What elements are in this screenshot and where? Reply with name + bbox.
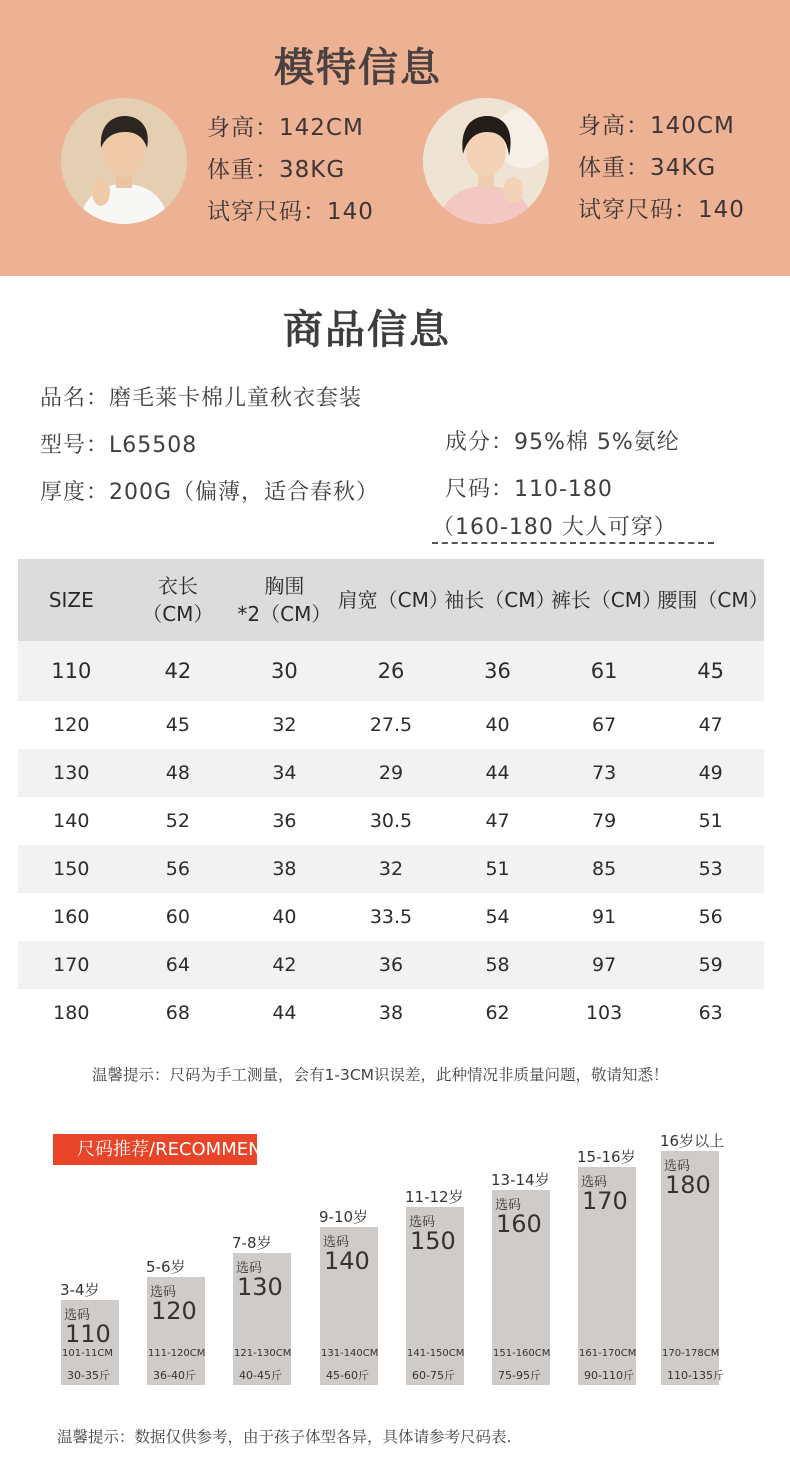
size-table-cell: 42 (164, 659, 192, 683)
girl-model-details (578, 105, 745, 231)
size-table-cell: 38 (272, 858, 297, 880)
size-table-cell: 36 (484, 659, 511, 683)
size-table-cell: 29 (378, 762, 404, 784)
size-table-cell: 36 (378, 954, 404, 976)
size-table-cell: 40 (272, 906, 297, 928)
product-thickness: 厚度：200G（偏薄，适合春秋） (40, 480, 380, 505)
header-line: *2（CM） (237, 602, 332, 626)
product-model-number: 型号：L65508 (40, 433, 198, 458)
size-table-row (18, 749, 764, 797)
size-table-cell: 38 (378, 1002, 404, 1024)
recommend-bar-size: 170 (582, 1187, 628, 1215)
size-table-header (18, 559, 769, 641)
size-table-cell: 58 (485, 954, 510, 976)
recommend-bar-select-label: 选码 (64, 1308, 91, 1323)
size-table-cell: 63 (698, 1002, 723, 1024)
girl-model-photo-icon (423, 98, 549, 224)
size-table-cell: 32 (378, 858, 404, 880)
size-table-header-cell (18, 586, 125, 614)
header-line: 腰围（CM） (657, 588, 769, 612)
size-table-cell: 47 (698, 714, 723, 736)
product-info-title: 商品信息 (283, 307, 451, 353)
recommend-bar-weight-range: 90-110斤 (584, 1369, 634, 1382)
size-table-header-cell (337, 586, 449, 614)
recommend-bar-select-label: 选码 (664, 1159, 691, 1174)
recommend-bar-weight-range: 36-40斤 (153, 1369, 196, 1382)
girl-height: 身高：140CM (578, 113, 735, 139)
recommend-bar-age: 13-14岁 (491, 1171, 550, 1189)
recommend-bar-select-label: 选码 (236, 1261, 263, 1276)
size-table-row (18, 941, 764, 989)
size-table-cell: 91 (592, 906, 617, 928)
size-table-cell: 67 (592, 714, 617, 736)
size-table-cell: 60 (165, 906, 190, 928)
recommend-bar-weight-range: 40-45斤 (239, 1369, 282, 1382)
size-table-row (18, 893, 764, 941)
size-table-row (18, 641, 764, 701)
recommend-bar-weight-range: 45-60斤 (326, 1369, 369, 1382)
size-table-cell: 56 (165, 858, 190, 880)
recommend-bar-age: 9-10岁 (319, 1208, 369, 1226)
recommend-bar-height-range: 151-160CM (493, 1348, 551, 1359)
boy-model-photo-icon (61, 98, 187, 224)
recommend-bar-height-range: 170-178CM (662, 1348, 720, 1359)
recommend-bar-size: 150 (410, 1227, 456, 1255)
size-table-cell: 36 (272, 810, 297, 832)
size-table-cell: 150 (53, 858, 90, 880)
size-table-cell: 51 (485, 858, 510, 880)
size-table-cell: 47 (485, 810, 510, 832)
recommend-bar-height-range: 101-11CM (62, 1348, 114, 1359)
size-table-cell: 85 (592, 858, 617, 880)
size-table-cell: 45 (697, 659, 725, 683)
size-table-cell: 160 (53, 906, 90, 928)
recommend-bar-size: 110 (65, 1320, 111, 1348)
header-line: （CM） (142, 602, 214, 626)
size-table-cell: 33.5 (369, 906, 413, 928)
size-table-cell: 54 (485, 906, 510, 928)
dashed-divider (432, 542, 714, 544)
header-line: 胸围 (264, 574, 305, 598)
header-line: 袖长（CM） (444, 588, 556, 612)
size-table-header-cell (550, 586, 663, 614)
size-table-cell: 51 (698, 810, 723, 832)
header-line: SIZE (48, 588, 94, 612)
girl-model-avatar (423, 98, 549, 224)
recommend-bar-height-range: 141-150CM (407, 1348, 465, 1359)
recommend-bar-weight-range: 75-95斤 (498, 1369, 541, 1382)
recommend-bar-select-label: 选码 (581, 1175, 608, 1190)
recommend-bar-size: 120 (151, 1297, 197, 1325)
recommend-bar-size: 130 (237, 1273, 283, 1301)
model-info-section (0, 0, 790, 276)
girl-weight: 体重：34KG (578, 155, 717, 181)
size-table-cell: 140 (53, 810, 90, 832)
recommend-bar-age: 3-4岁 (60, 1281, 100, 1299)
boy-height: 身高：142CM (207, 115, 364, 141)
header-line: 肩宽（CM） (337, 588, 449, 612)
recommend-bar-size: 180 (665, 1171, 711, 1199)
size-table-cell: 97 (592, 954, 617, 976)
size-table-cell: 44 (272, 1002, 297, 1024)
size-table-cell: 59 (698, 954, 723, 976)
size-table-header-cell (231, 572, 338, 628)
recommend-bar-height-range: 161-170CM (579, 1348, 637, 1359)
size-table-cell: 49 (698, 762, 723, 784)
recommend-bar-weight-range: 110-135斤 (667, 1369, 724, 1382)
header-line: 衣长 (157, 574, 198, 598)
size-table-body (18, 641, 764, 1037)
size-table-cell: 170 (53, 954, 90, 976)
size-table-cell: 42 (272, 954, 297, 976)
size-table-header-cell (444, 586, 556, 614)
boy-model-details (207, 107, 374, 233)
size-table-cell: 52 (165, 810, 190, 832)
recommend-bar-weight-range: 60-75斤 (412, 1369, 455, 1382)
size-table-cell: 64 (165, 954, 190, 976)
size-table-cell: 68 (165, 1002, 190, 1024)
size-table-cell: 32 (272, 714, 297, 736)
girl-trial-size: 试穿尺码：140 (578, 197, 745, 223)
size-table-cell: 40 (485, 714, 510, 736)
size-table-row (18, 701, 764, 749)
size-table-header-cell (657, 586, 769, 614)
recommend-bar-height-range: 131-140CM (321, 1348, 379, 1359)
recommend-bar-select-label: 选码 (323, 1235, 350, 1250)
size-table-cell: 110 (51, 659, 92, 683)
recommend-bar-select-label: 选码 (150, 1285, 177, 1300)
boy-weight: 体重：38KG (207, 157, 346, 183)
size-table-cell: 62 (485, 1002, 510, 1024)
size-table-cell: 30.5 (369, 810, 413, 832)
size-table-row (18, 989, 764, 1037)
size-table-cell: 73 (592, 762, 617, 784)
recommend-bar-height-range: 121-130CM (234, 1348, 292, 1359)
size-table-header-cell (125, 572, 232, 628)
size-table (18, 559, 769, 1037)
size-table-cell: 130 (53, 762, 90, 784)
product-name: 品名：磨毛莱卡棉儿童秋衣套装 (40, 386, 363, 411)
size-table-cell: 45 (165, 714, 190, 736)
size-table-cell: 103 (585, 1002, 623, 1024)
size-table-cell: 27.5 (369, 714, 413, 736)
size-table-row (18, 845, 764, 893)
size-table-row (18, 797, 764, 845)
size-table-cell: 180 (53, 1002, 90, 1024)
recommend-bar-age: 15-16岁 (577, 1148, 636, 1166)
recommend-bar-age: 5-6岁 (146, 1258, 186, 1276)
recommend-bar-size: 140 (324, 1247, 370, 1275)
recommend-bar-age: 16岁以上 (660, 1132, 725, 1150)
product-size-range: 尺码：110-180 (445, 477, 613, 502)
boy-trial-size: 试穿尺码：140 (207, 199, 374, 225)
size-table-cell: 53 (698, 858, 723, 880)
size-table-cell: 56 (698, 906, 723, 928)
recommend-bar-select-label: 选码 (495, 1198, 522, 1213)
recommend-bar-select-label: 选码 (409, 1215, 436, 1230)
size-table-cell: 30 (271, 659, 298, 683)
size-table-cell: 120 (53, 714, 90, 736)
header-line: 裤长（CM） (550, 588, 663, 612)
size-table-cell: 79 (592, 810, 617, 832)
model-info-title: 模特信息 (274, 45, 442, 91)
recommend-bar-size: 160 (496, 1210, 542, 1238)
size-table-cell: 26 (377, 659, 405, 683)
recommend-bar-age: 11-12岁 (405, 1188, 464, 1206)
size-table-cell: 48 (165, 762, 190, 784)
size-table-cell: 44 (485, 762, 510, 784)
recommend-bar-age: 7-8岁 (232, 1234, 272, 1252)
measurement-note: 温馨提示：尺码为手工测量，会有1-3CM识误差，此种情况非质量问题，敬请知悉！ (92, 1066, 669, 1084)
size-table-cell: 34 (272, 762, 297, 784)
recommend-tag: 尺码推荐/RECOMMEND (53, 1134, 257, 1165)
boy-model-avatar (61, 98, 187, 224)
product-composition: 成分：95%棉 5%氨纶 (445, 430, 680, 455)
size-table-cell: 61 (590, 659, 618, 683)
product-adult-note: （160-180 大人可穿） (432, 515, 677, 540)
reference-note: 温馨提示：数据仅供参考，由于孩子体型各异，具体请参考尺码表. (57, 1428, 512, 1446)
recommend-bar-height-range: 111-120CM (148, 1348, 206, 1359)
recommend-bar-weight-range: 30-35斤 (67, 1369, 110, 1382)
